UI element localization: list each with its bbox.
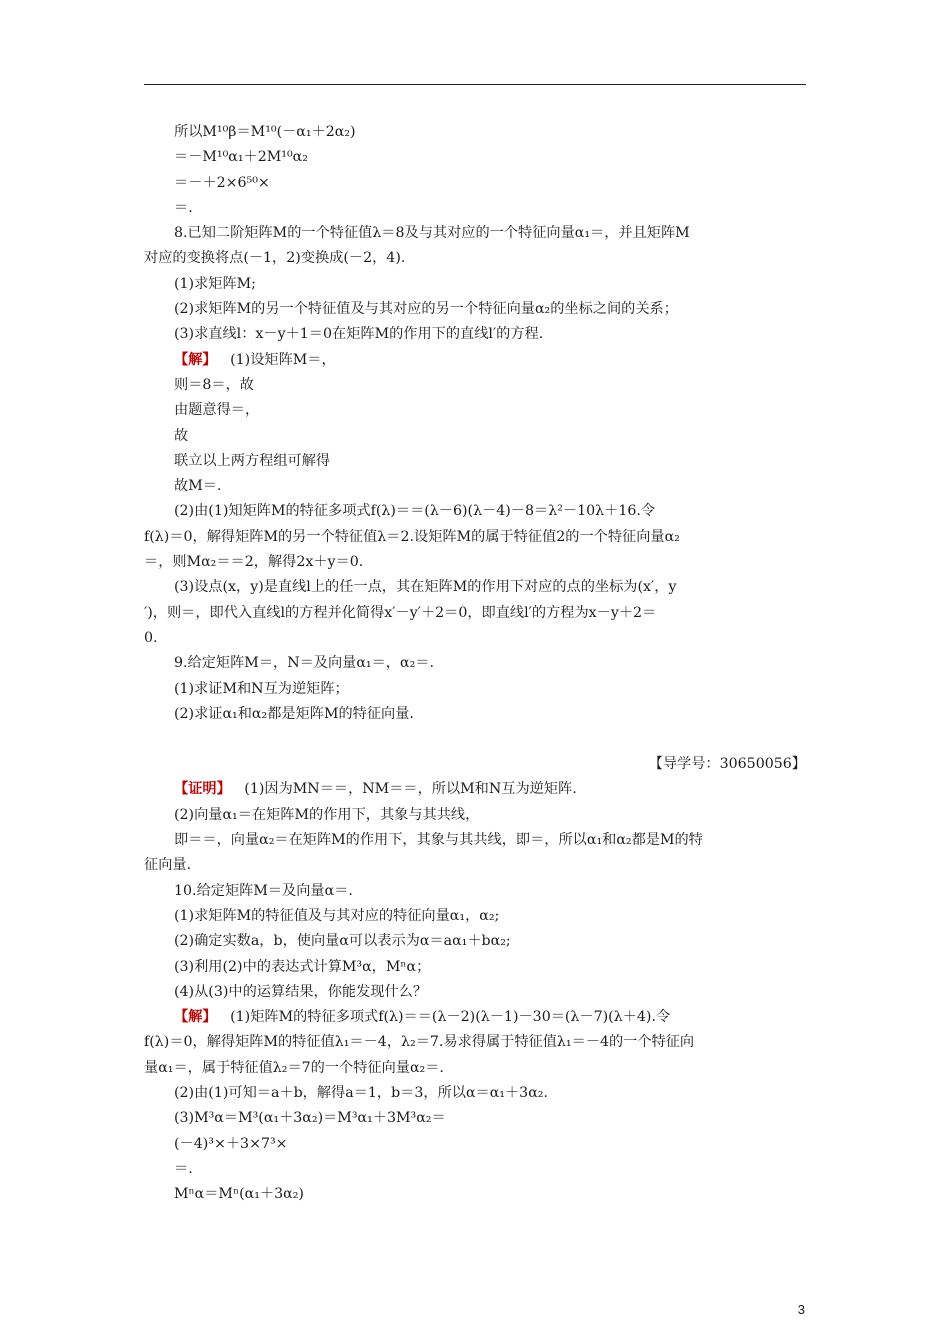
problem-10-part-4: (4)从(3)中的运算结果，你能发现什么？ — [174, 983, 428, 1000]
text-line: ＝. — [174, 199, 193, 216]
text-line: 所以M¹⁰β＝M¹⁰(－α₁＋2α₂) — [174, 124, 356, 140]
problem-8-part-1: (1)求矩阵M; — [174, 275, 256, 292]
text-line: 对应的变换将点(－1，2)变换成(－2，4). — [144, 250, 406, 267]
proof-9-start — [144, 777, 806, 802]
text-line: ＝－M¹⁰α₁＋2M¹⁰α₂ — [174, 149, 308, 166]
guide-number: 【导学号：30650056】 — [648, 756, 806, 773]
problem-9-part-1: (1)求证M和N互为逆矩阵； — [174, 680, 349, 697]
problem-8-stem: 8.已知二阶矩阵M的一个特征值λ＝8及与其对应的一个特征向量α₁＝，并且矩阵M — [174, 225, 690, 242]
text-line: 即＝＝，向量α₂＝在矩阵M的作用下，其象与其共线，即＝，所以α₁和α₂都是M的特 — [174, 832, 703, 849]
text-line: ＝－＋2×6⁵⁰× — [174, 174, 270, 191]
problem-10-stem: 10.给定矩阵M＝及向量α＝. — [174, 882, 353, 899]
problem-9-part-2: (2)求证α₁和α₂都是矩阵M的特征向量. — [174, 705, 414, 722]
problem-8-part-2: (2)求矩阵M的另一个特征值及与其对应的另一个特征向量α₂的坐标之间的关系； — [174, 301, 678, 318]
text-line: 量α₁＝，属于特征值λ₂＝7的一个特征向量α₂＝. — [144, 1059, 444, 1076]
problem-10-part-2: (2)确定实数a，b，使向量α可以表示为α＝aα₁＋bα₂; — [174, 933, 511, 950]
text-line: ′)，则＝，即代入直线l的方程并化简得x′－y′＋2＝0，即直线l′的方程为x－y＋2＝ — [144, 604, 657, 621]
header-rule — [144, 84, 806, 85]
text-line: f(λ)＝0，解得矩阵M的特征值λ₁＝－4，λ₂＝7.易求得属于特征值λ₁＝－4的一个特征向 — [144, 1034, 695, 1051]
text-line: 故M＝. — [174, 478, 222, 495]
text-span: (1)因为MN＝＝，NM＝＝，所以M和N互为逆矩阵. — [244, 781, 577, 798]
text-line: 0. — [144, 629, 158, 646]
text-span: (1)设矩阵M＝， — [230, 351, 336, 368]
text-line: 征向量. — [144, 857, 192, 874]
solution-8-start — [144, 348, 806, 373]
text-line: 故 — [174, 427, 189, 444]
problem-10-part-1: (1)求矩阵M的特征值及与其对应的特征向量α₁，α₂; — [174, 907, 500, 924]
text-line: ＝，则Mα₂＝＝2，解得2x＋y＝0. — [144, 554, 364, 571]
solution-10-start — [144, 1005, 806, 1030]
solution-tag: 【解】 — [174, 1009, 217, 1026]
text-line: (2)向量α₁＝在矩阵M的作用下，其象与其共线， — [174, 806, 480, 823]
page-number: 3 — [797, 1302, 805, 1317]
text-line: (－4)³×＋3×7³× — [174, 1135, 288, 1152]
text-line: Mⁿα＝Mⁿ(α₁＋3α₂) — [174, 1186, 304, 1203]
text-line: (3)设点(x，y)是直线l上的任一点，其在矩阵M的作用下对应的点的坐标为(x′，y — [174, 579, 677, 596]
text-line: 联立以上两方程组可解得 — [174, 452, 331, 469]
document-body — [144, 120, 806, 1207]
problem-10-part-3: (3)利用(2)中的表达式计算M³α，Mⁿα； — [174, 958, 431, 975]
text-line: (2)由(1)知矩阵M的特征多项式f(λ)＝＝(λ－6)(λ－4)－8＝λ²－10λ＋16.令 — [174, 503, 656, 520]
text-span: (1)矩阵M的特征多项式f(λ)＝＝(λ－2)(λ－1)－30＝(λ－7)(λ＋4).令 — [230, 1009, 671, 1026]
problem-9-stem: 9.给定矩阵M＝，N＝及向量α₁＝，α₂＝. — [174, 655, 434, 672]
text-line: 则＝8＝，故 — [174, 376, 254, 393]
problem-8-part-3: (3)求直线l：x－y＋1＝0在矩阵M的作用下的直线l′的方程. — [174, 326, 544, 343]
text-line: 由题意得＝， — [174, 402, 260, 419]
text-line: f(λ)＝0，解得矩阵M的另一个特征值λ＝2.设矩阵M的属于特征值2的一个特征向量α₂ — [144, 528, 680, 545]
proof-tag: 【证明】 — [174, 781, 231, 798]
text-line: (3)M³α＝M³(α₁＋3α₂)＝M³α₁＋3M³α₂＝ — [174, 1110, 446, 1127]
solution-tag: 【解】 — [174, 351, 217, 368]
text-line: (2)由(1)可知＝a＋b，解得a＝1，b＝3，所以α＝α₁＋3α₂. — [174, 1084, 548, 1101]
text-line: ＝. — [174, 1160, 193, 1177]
